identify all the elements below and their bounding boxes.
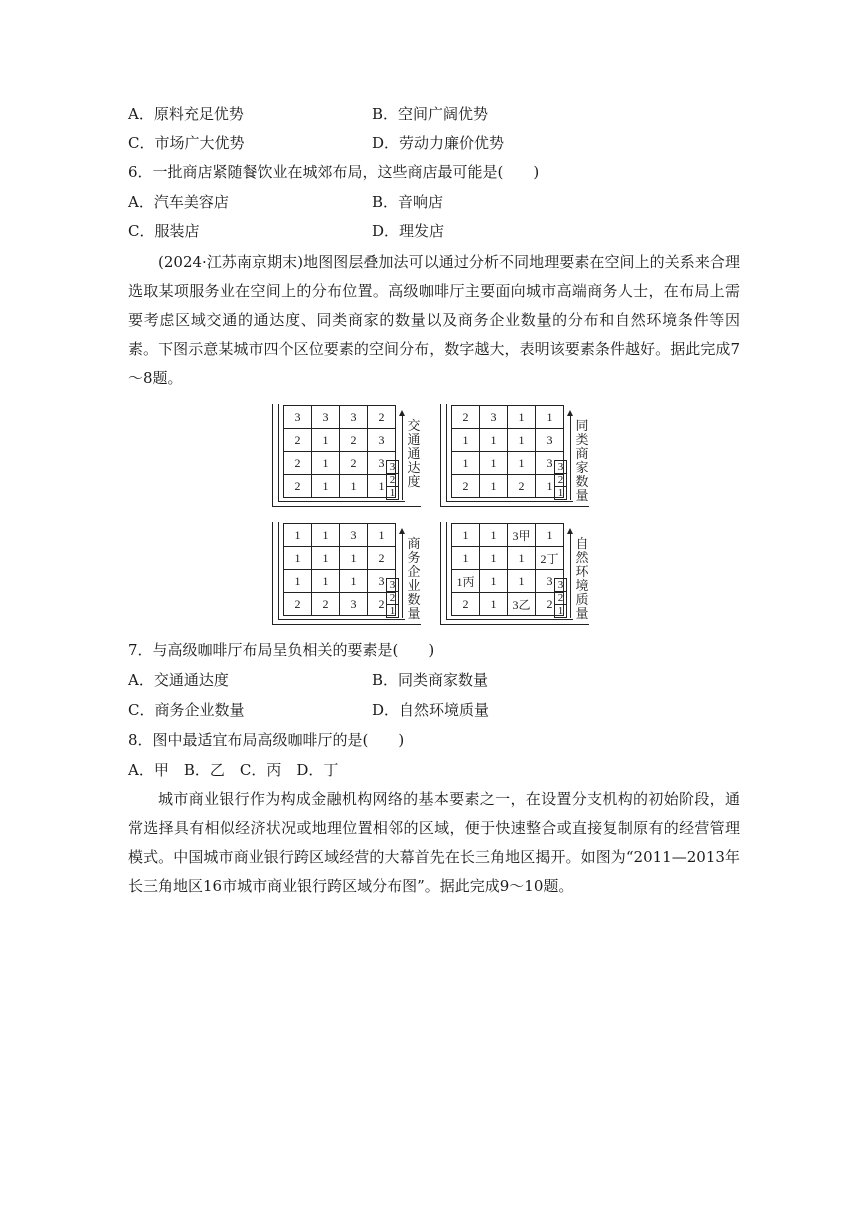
grid-row — [452, 406, 564, 429]
grid-cell: 1 — [284, 570, 312, 593]
grid-cell: 2 — [340, 452, 368, 475]
grid-cell: 1丙 — [452, 570, 480, 593]
q7-option-a: A．交通通达度 — [128, 671, 229, 689]
grid-cell: 1 — [536, 475, 564, 498]
up-arrow-icon — [402, 534, 403, 618]
q5-option-d: D．劳动力廉价优势 — [372, 134, 505, 152]
grid-cell: 3甲 — [508, 524, 536, 547]
grid-cell: 1 — [452, 547, 480, 570]
grid-cell: 2 — [368, 593, 396, 616]
scale-legend — [386, 578, 399, 618]
grid-cell: 1 — [312, 524, 340, 547]
grid-cell: 1 — [480, 524, 508, 547]
panel-label: 商务企业数量 — [407, 537, 421, 622]
grid-row — [284, 429, 396, 452]
grid-row — [284, 452, 396, 475]
grid-cell: 2 — [536, 593, 564, 616]
grid-cell: 3 — [536, 570, 564, 593]
grid-panel — [440, 404, 600, 514]
grid-row — [284, 406, 396, 429]
grid-row — [452, 570, 564, 593]
grid-cell: 1 — [312, 452, 340, 475]
grid-cell: 2 — [284, 475, 312, 498]
grid-row — [452, 429, 564, 452]
scale-step: 3 — [387, 461, 398, 474]
grid-cell: 3 — [480, 406, 508, 429]
grid-cell: 3 — [368, 452, 396, 475]
q8-stem: 8．图中最适宜布局高级咖啡厅的是( ) — [128, 731, 405, 749]
panel-label: 同类商家数量 — [575, 419, 589, 504]
scale-step: 1 — [557, 605, 564, 617]
grid-cell: 1 — [480, 547, 508, 570]
grid-cell: 1 — [452, 429, 480, 452]
grid-cell: 1 — [508, 406, 536, 429]
grid-row — [284, 524, 396, 547]
grid-row — [284, 475, 396, 498]
passage-9-10-text: 城市商业银行作为构成金融机构网络的基本要素之一，在设置分支机构的初始阶段，通常选择具有相似经济状况或地理位置相邻的区域，便于快速整合或直接复制原有的经营管理模式。中国城市商业银行跨区域经营的大幕首先在长三角地区揭开。如图为“2011—2013年长三角地区16市城市商业银行跨区域分布图”。据此完成9～10题。 — [128, 790, 740, 895]
grid-cell: 2 — [284, 593, 312, 616]
q8-options: A．甲 B．乙 C．丙 D．丁 — [128, 761, 339, 779]
passage-7-8-text: (2024·江苏南京期末)地图图层叠加法可以通过分析不同地理要素在空间上的关系来合理选取某项服务业在空间上的分布位置。高级咖啡厅主要面向城市高端商务人士，在布局上需要考虑区域交通的通达度、同类商家的数量以及商务企业数量的分布和自然环境条件等因素。下图示意某城市四个区位要素的空间分布，数字越大，表明该要素条件越好。据此完成7～8题。 — [128, 253, 740, 387]
q5-option-c: C．市场广大优势 — [128, 134, 245, 152]
scale-legend — [554, 578, 567, 618]
grid-cell: 2 — [452, 406, 480, 429]
grid-cell: 3 — [536, 429, 564, 452]
grid-row — [452, 524, 564, 547]
grid-cell: 3 — [312, 406, 340, 429]
grid-cell: 1 — [340, 475, 368, 498]
grid-cell: 3 — [340, 593, 368, 616]
grid-cell: 3乙 — [508, 593, 536, 616]
grid-cell: 1 — [508, 547, 536, 570]
grid-cell: 1 — [508, 429, 536, 452]
grid-cell: 1 — [480, 593, 508, 616]
q7-stem: 7．与高级咖啡厅布局呈负相关的要素是( ) — [128, 641, 435, 659]
grid-panel — [272, 404, 432, 514]
grid-cell: 2 — [340, 429, 368, 452]
grid-cell: 1 — [312, 475, 340, 498]
grid-panel — [440, 522, 600, 632]
q5-option-a: A．原料充足优势 — [128, 105, 244, 123]
grid-row — [284, 547, 396, 570]
grid-cell: 1 — [480, 570, 508, 593]
q6-option-c: C．服装店 — [128, 222, 200, 240]
grid-cell: 2 — [452, 593, 480, 616]
up-arrow-icon — [570, 416, 571, 500]
grid-cell: 1 — [480, 452, 508, 475]
grid-cell: 2 — [312, 593, 340, 616]
grid-cell: 1 — [452, 452, 480, 475]
panel-label: 交通通达度 — [407, 419, 421, 490]
grid-row — [284, 570, 396, 593]
up-arrow-icon — [402, 416, 403, 500]
grid-row — [284, 593, 396, 616]
scale-step: 3 — [387, 579, 398, 592]
q7-option-d: D．自然环境质量 — [372, 701, 490, 719]
grid-cell: 3 — [340, 524, 368, 547]
grid-cell: 1 — [312, 429, 340, 452]
scale-step: 1 — [389, 605, 396, 617]
grid-row — [452, 475, 564, 498]
grid-cell: 1 — [312, 570, 340, 593]
grid-cell: 1 — [284, 524, 312, 547]
panel-label: 自然环境质量 — [575, 537, 589, 622]
q7-option-c: C．商务企业数量 — [128, 701, 245, 719]
grid-cell: 1 — [536, 406, 564, 429]
grid-cell: 1 — [480, 429, 508, 452]
q7-option-b: B．同类商家数量 — [372, 671, 489, 689]
grid-cell: 1 — [312, 547, 340, 570]
passage-7-8 — [128, 248, 740, 393]
scale-step: 2 — [387, 474, 398, 487]
grid-cell: 1 — [368, 524, 396, 547]
value-grid — [283, 405, 396, 498]
scale-step: 2 — [555, 592, 566, 605]
grid-cell: 1 — [480, 475, 508, 498]
grid-cell: 3 — [284, 406, 312, 429]
grid-cell: 1 — [284, 547, 312, 570]
grid-row — [452, 452, 564, 475]
scale-step: 1 — [389, 487, 396, 499]
q6-stem: 6．一批商店紧随餐饮业在城郊布局，这些商店最可能是( ) — [128, 163, 540, 181]
q6-option-b: B．音响店 — [372, 193, 444, 211]
grid-cell: 1 — [368, 475, 396, 498]
grid-row — [452, 547, 564, 570]
grid-panel — [272, 522, 432, 632]
scale-step: 1 — [557, 487, 564, 499]
passage-9-10 — [128, 785, 740, 901]
scale-step: 2 — [387, 592, 398, 605]
grid-cell: 3 — [536, 452, 564, 475]
scale-step: 3 — [555, 461, 566, 474]
grid-cell: 1 — [452, 524, 480, 547]
grid-cell: 2 — [284, 452, 312, 475]
grid-cell: 3 — [368, 429, 396, 452]
scale-step: 2 — [555, 474, 566, 487]
grid-cell: 2 — [368, 547, 396, 570]
grid-cell: 1 — [508, 452, 536, 475]
up-arrow-icon — [570, 534, 571, 618]
value-grid — [451, 405, 564, 498]
grid-cell: 3 — [340, 406, 368, 429]
scale-step: 3 — [555, 579, 566, 592]
grid-cell: 2丁 — [536, 547, 564, 570]
grid-cell: 1 — [340, 570, 368, 593]
q5-option-b: B．空间广阔优势 — [372, 105, 489, 123]
value-grid — [451, 523, 564, 616]
grid-cell: 2 — [284, 429, 312, 452]
q6-option-d: D．理发店 — [372, 222, 445, 240]
scale-legend — [554, 460, 567, 500]
grid-cell: 2 — [368, 406, 396, 429]
grid-cell: 1 — [340, 547, 368, 570]
grid-cell: 1 — [508, 570, 536, 593]
grid-cell: 2 — [452, 475, 480, 498]
q6-option-a: A．汽车美容店 — [128, 193, 229, 211]
value-grid — [283, 523, 396, 616]
grid-cell: 1 — [536, 524, 564, 547]
grid-cell: 3 — [368, 570, 396, 593]
grid-cell: 2 — [508, 475, 536, 498]
scale-legend — [386, 460, 399, 500]
grid-row — [452, 593, 564, 616]
